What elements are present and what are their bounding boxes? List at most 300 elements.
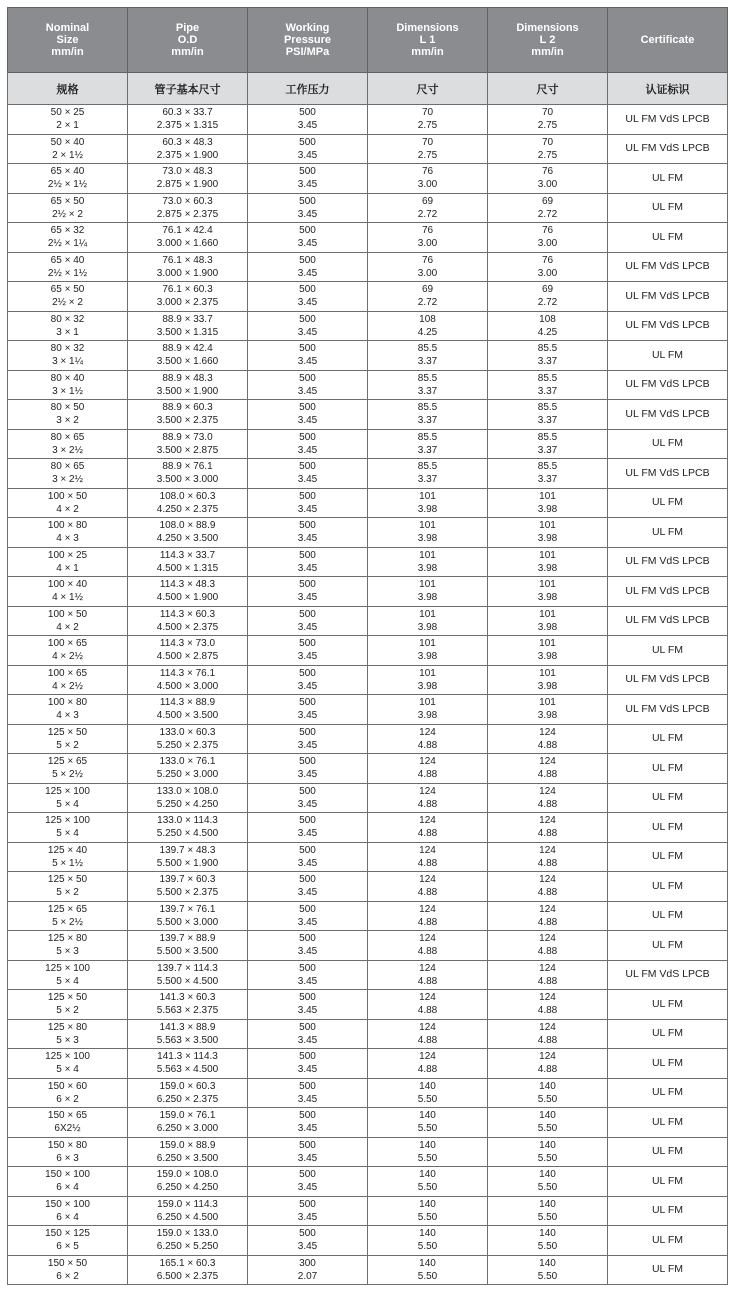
cell-dimension-l1 [368, 1167, 488, 1197]
cell-nominal-size [8, 193, 128, 223]
cell-dimension-l1-imperial: 3.37 [417, 385, 438, 397]
cell-working-pressure-metric: 500 [299, 579, 316, 591]
cell-dimension-l1 [368, 1019, 488, 1049]
cell-pipe-od-imperial: 4.500 × 1.315 [156, 562, 219, 574]
header-zh-dimension-l2: 尺寸 [488, 73, 608, 105]
cell-dimension-l2-imperial: 3.98 [537, 710, 558, 722]
table-row [8, 1137, 728, 1167]
cell-pipe-od-metric: 60.3 × 33.7 [162, 107, 213, 119]
cell-pipe-od [128, 813, 248, 843]
cell-nominal-size-imperial: 3 × 2½ [52, 444, 83, 456]
cell-pipe-od-imperial: 4.500 × 2.375 [156, 621, 219, 633]
cell-working-pressure [248, 518, 368, 548]
cell-dimension-l1-metric: 76 [421, 166, 434, 178]
cell-dimension-l1 [368, 311, 488, 341]
spec-sheet [7, 7, 727, 1285]
cell-pipe-od-imperial: 4.250 × 3.500 [156, 533, 219, 545]
cell-pipe-od [128, 1167, 248, 1197]
cell-nominal-size-metric: 80 × 50 [50, 402, 85, 414]
cell-pipe-od-imperial: 6.250 × 2.375 [156, 1093, 219, 1105]
cell-pipe-od-metric: 114.3 × 60.3 [159, 608, 216, 620]
cell-nominal-size [8, 931, 128, 961]
cell-nominal-size [8, 282, 128, 312]
table-row [8, 606, 728, 636]
cell-dimension-l1-metric: 140 [419, 1228, 436, 1240]
cell-dimension-l2 [488, 223, 608, 253]
cell-working-pressure-imperial: 3.45 [297, 267, 318, 279]
cell-pipe-od-imperial: 2.875 × 1.900 [156, 179, 219, 191]
cell-working-pressure-metric: 500 [299, 962, 316, 974]
cell-pipe-od [128, 282, 248, 312]
cell-dimension-l1-imperial: 3.98 [417, 533, 438, 545]
cell-working-pressure-imperial: 3.45 [297, 592, 318, 604]
cell-pipe-od-metric: 108.0 × 60.3 [159, 490, 216, 502]
cell-pipe-od-metric: 73.0 × 60.3 [162, 195, 213, 207]
cell-nominal-size [8, 1167, 128, 1197]
cell-working-pressure-imperial: 3.45 [297, 887, 318, 899]
cell-dimension-l2-imperial: 3.98 [537, 621, 558, 633]
cell-working-pressure-imperial: 3.45 [297, 769, 318, 781]
table-row [8, 636, 728, 666]
cell-dimension-l1-metric: 70 [421, 136, 434, 148]
cell-pipe-od [128, 252, 248, 282]
cell-dimension-l1-imperial: 5.50 [417, 1093, 438, 1105]
cell-dimension-l2-metric: 124 [539, 962, 556, 974]
cell-pipe-od-metric: 139.7 × 60.3 [159, 874, 216, 886]
cell-pipe-od-metric: 88.9 × 60.3 [162, 402, 213, 414]
cell-working-pressure-imperial: 3.45 [297, 297, 318, 309]
cell-pipe-od-metric: 141.3 × 60.3 [159, 992, 216, 1004]
cell-pipe-od [128, 311, 248, 341]
cell-dimension-l1-metric: 85.5 [417, 402, 438, 414]
cell-dimension-l2-metric: 70 [541, 136, 554, 148]
cell-working-pressure-metric: 500 [299, 1021, 316, 1033]
cell-dimension-l2-metric: 140 [539, 1228, 556, 1240]
cell-pipe-od-imperial: 5.250 × 2.375 [156, 739, 219, 751]
cell-nominal-size-metric: 150 × 100 [45, 1169, 90, 1181]
cell-dimension-l2-imperial: 4.88 [537, 916, 558, 928]
cell-nominal-size-imperial: 5 × 2 [56, 739, 79, 751]
cell-working-pressure-metric: 500 [299, 667, 316, 679]
cell-dimension-l1 [368, 429, 488, 459]
cell-working-pressure-metric: 500 [299, 284, 316, 296]
cell-dimension-l2-imperial: 5.50 [537, 1211, 558, 1223]
cell-dimension-l2-imperial: 3.37 [537, 356, 558, 368]
cell-dimension-l1-metric: 124 [419, 933, 436, 945]
cell-dimension-l1 [368, 931, 488, 961]
cell-dimension-l2-metric: 69 [541, 284, 554, 296]
cell-pipe-od-imperial: 3.500 × 2.375 [156, 415, 219, 427]
fitting-spec-table [7, 7, 728, 1285]
cell-nominal-size-imperial: 5 × 4 [56, 828, 79, 840]
cell-pipe-od [128, 872, 248, 902]
cell-dimension-l2-metric: 85.5 [537, 431, 558, 443]
cell-working-pressure [248, 931, 368, 961]
cell-dimension-l1 [368, 134, 488, 164]
cell-working-pressure-imperial: 3.45 [297, 857, 318, 869]
cell-dimension-l1-metric: 85.5 [417, 343, 438, 355]
cell-certificate: UL FM VdS LPCB [608, 665, 728, 695]
cell-working-pressure-metric: 500 [299, 372, 316, 384]
cell-working-pressure-metric: 500 [299, 903, 316, 915]
cell-dimension-l2-metric: 101 [539, 579, 556, 591]
cell-dimension-l1-metric: 108 [419, 313, 436, 325]
cell-working-pressure-metric: 500 [299, 136, 316, 148]
cell-working-pressure [248, 665, 368, 695]
cell-dimension-l2-imperial: 4.25 [537, 326, 558, 338]
cell-dimension-l2-imperial: 3.00 [537, 267, 558, 279]
cell-certificate: UL FM [608, 636, 728, 666]
cell-working-pressure [248, 990, 368, 1020]
cell-pipe-od-metric: 76.1 × 42.4 [162, 225, 213, 237]
cell-working-pressure [248, 105, 368, 135]
cell-working-pressure [248, 1196, 368, 1226]
cell-dimension-l1-imperial: 4.88 [417, 946, 438, 958]
cell-nominal-size-metric: 100 × 65 [47, 638, 88, 650]
cell-pipe-od-imperial: 5.500 × 3.500 [156, 946, 219, 958]
cell-nominal-size [8, 1108, 128, 1138]
cell-dimension-l2-metric: 76 [541, 225, 554, 237]
cell-dimension-l2 [488, 282, 608, 312]
cell-pipe-od [128, 842, 248, 872]
cell-dimension-l1-imperial: 2.72 [417, 297, 438, 309]
cell-dimension-l1-metric: 124 [419, 1051, 436, 1063]
cell-certificate: UL FM VdS LPCB [608, 252, 728, 282]
cell-working-pressure-imperial: 3.45 [297, 710, 318, 722]
cell-nominal-size-metric: 50 × 25 [50, 107, 85, 119]
cell-nominal-size-metric: 50 × 40 [50, 136, 85, 148]
cell-dimension-l2-imperial: 4.88 [537, 887, 558, 899]
cell-nominal-size-metric: 65 × 40 [50, 254, 85, 266]
cell-nominal-size-imperial: 5 × 3 [56, 1034, 79, 1046]
cell-working-pressure [248, 282, 368, 312]
cell-dimension-l1-imperial: 4.88 [417, 887, 438, 899]
cell-dimension-l2-metric: 124 [539, 874, 556, 886]
cell-dimension-l2 [488, 606, 608, 636]
cell-nominal-size [8, 1196, 128, 1226]
cell-dimension-l1-imperial: 4.88 [417, 857, 438, 869]
cell-dimension-l1-metric: 124 [419, 756, 436, 768]
cell-nominal-size-metric: 150 × 50 [47, 1257, 88, 1269]
cell-dimension-l2-metric: 85.5 [537, 343, 558, 355]
cell-nominal-size-imperial: 2½ × 1¼ [47, 238, 88, 250]
cell-pipe-od-metric: 108.0 × 88.9 [159, 520, 216, 532]
cell-dimension-l2-metric: 140 [539, 1169, 556, 1181]
cell-certificate: UL FM [608, 1078, 728, 1108]
cell-dimension-l1-metric: 140 [419, 1110, 436, 1122]
cell-dimension-l2-metric: 101 [539, 490, 556, 502]
cell-working-pressure [248, 1226, 368, 1256]
cell-dimension-l2-metric: 70 [541, 107, 554, 119]
cell-dimension-l1-imperial: 3.98 [417, 562, 438, 574]
cell-pipe-od [128, 1137, 248, 1167]
cell-dimension-l1-imperial: 5.50 [417, 1182, 438, 1194]
cell-nominal-size-metric: 150 × 100 [45, 1198, 90, 1210]
cell-dimension-l1 [368, 252, 488, 282]
cell-working-pressure-metric: 500 [299, 1228, 316, 1240]
cell-pipe-od-metric: 76.1 × 60.3 [162, 284, 213, 296]
cell-pipe-od [128, 754, 248, 784]
cell-pipe-od-imperial: 4.500 × 2.875 [156, 651, 219, 663]
cell-working-pressure-metric: 500 [299, 992, 316, 1004]
cell-dimension-l1-imperial: 3.98 [417, 680, 438, 692]
cell-nominal-size-metric: 80 × 32 [50, 313, 85, 325]
cell-dimension-l1-imperial: 4.88 [417, 975, 438, 987]
cell-dimension-l2-metric: 124 [539, 844, 556, 856]
cell-dimension-l1-imperial: 2.72 [417, 208, 438, 220]
cell-working-pressure-metric: 500 [299, 756, 316, 768]
cell-nominal-size-imperial: 4 × 3 [56, 710, 79, 722]
table-row [8, 990, 728, 1020]
table-row [8, 783, 728, 813]
cell-pipe-od-metric: 141.3 × 88.9 [159, 1021, 216, 1033]
cell-dimension-l1-metric: 140 [419, 1198, 436, 1210]
cell-pipe-od-metric: 139.7 × 114.3 [157, 962, 218, 974]
cell-nominal-size-metric: 100 × 50 [47, 490, 88, 502]
cell-dimension-l2-imperial: 3.98 [537, 562, 558, 574]
cell-dimension-l2 [488, 252, 608, 282]
cell-nominal-size-imperial: 2½ × 1½ [47, 267, 88, 279]
cell-pipe-od-imperial: 3.500 × 3.000 [156, 474, 219, 486]
cell-dimension-l2-imperial: 3.98 [537, 680, 558, 692]
cell-nominal-size-metric: 80 × 40 [50, 372, 85, 384]
cell-certificate: UL FM [608, 193, 728, 223]
cell-working-pressure [248, 311, 368, 341]
cell-dimension-l1 [368, 400, 488, 430]
cell-dimension-l1-metric: 85.5 [417, 372, 438, 384]
cell-nominal-size-imperial: 6 × 2 [56, 1270, 79, 1282]
cell-pipe-od [128, 223, 248, 253]
cell-working-pressure-imperial: 3.45 [297, 120, 318, 132]
cell-nominal-size-metric: 125 × 65 [47, 903, 88, 915]
cell-certificate: UL FM [608, 813, 728, 843]
cell-dimension-l1-metric: 124 [419, 992, 436, 1004]
cell-nominal-size [8, 606, 128, 636]
cell-dimension-l2 [488, 400, 608, 430]
header-zh-certificate: 认证标识 [608, 73, 728, 105]
cell-pipe-od [128, 990, 248, 1020]
cell-nominal-size-metric: 65 × 40 [50, 166, 85, 178]
cell-nominal-size-imperial: 5 × 2½ [52, 916, 83, 928]
cell-pipe-od [128, 1108, 248, 1138]
cell-working-pressure [248, 636, 368, 666]
cell-pipe-od-imperial: 5.500 × 2.375 [156, 887, 219, 899]
cell-dimension-l1 [368, 282, 488, 312]
cell-dimension-l1-imperial: 3.00 [417, 179, 438, 191]
cell-nominal-size-imperial: 4 × 2½ [52, 651, 83, 663]
table-row [8, 754, 728, 784]
cell-working-pressure [248, 193, 368, 223]
cell-dimension-l1-metric: 69 [421, 284, 434, 296]
table-row [8, 695, 728, 725]
cell-working-pressure [248, 813, 368, 843]
cell-dimension-l1-metric: 140 [419, 1257, 436, 1269]
cell-dimension-l2 [488, 1167, 608, 1197]
cell-nominal-size [8, 754, 128, 784]
cell-nominal-size-imperial: 2½ × 1½ [47, 179, 88, 191]
cell-dimension-l1 [368, 193, 488, 223]
cell-dimension-l2 [488, 842, 608, 872]
cell-certificate: UL FM [608, 783, 728, 813]
cell-working-pressure [248, 459, 368, 489]
cell-dimension-l2-imperial: 3.00 [537, 179, 558, 191]
cell-dimension-l2-imperial: 3.98 [537, 592, 558, 604]
cell-working-pressure [248, 842, 368, 872]
cell-pipe-od-imperial: 3.500 × 1.315 [156, 326, 219, 338]
header-dimension-l1-line: mm/in [411, 46, 444, 58]
cell-certificate: UL FM VdS LPCB [608, 695, 728, 725]
table-row [8, 813, 728, 843]
cell-working-pressure [248, 724, 368, 754]
cell-dimension-l1 [368, 872, 488, 902]
cell-dimension-l2-metric: 140 [539, 1257, 556, 1269]
cell-working-pressure-metric: 500 [299, 1110, 316, 1122]
cell-nominal-size-imperial: 4 × 2 [56, 503, 79, 515]
cell-dimension-l2 [488, 193, 608, 223]
cell-certificate: UL FM [608, 842, 728, 872]
cell-nominal-size [8, 223, 128, 253]
cell-dimension-l1-metric: 101 [419, 549, 436, 561]
cell-nominal-size-imperial: 2 × 1 [56, 120, 79, 132]
header-dimension-l2 [488, 8, 608, 73]
cell-dimension-l1-metric: 124 [419, 962, 436, 974]
header-dimension-l1-line: L 1 [419, 34, 436, 46]
cell-nominal-size-metric: 125 × 100 [45, 962, 90, 974]
cell-dimension-l1-metric: 76 [421, 254, 434, 266]
cell-certificate: UL FM [608, 990, 728, 1020]
cell-nominal-size [8, 783, 128, 813]
cell-pipe-od-metric: 114.3 × 73.0 [159, 638, 216, 650]
cell-working-pressure [248, 754, 368, 784]
cell-dimension-l1 [368, 223, 488, 253]
cell-dimension-l2-imperial: 4.88 [537, 739, 558, 751]
cell-working-pressure-metric: 500 [299, 254, 316, 266]
cell-working-pressure-metric: 500 [299, 1198, 316, 1210]
cell-working-pressure-imperial: 3.45 [297, 798, 318, 810]
cell-nominal-size [8, 813, 128, 843]
cell-pipe-od-metric: 133.0 × 114.3 [157, 815, 218, 827]
cell-dimension-l1-metric: 69 [421, 195, 434, 207]
cell-dimension-l2-metric: 101 [539, 667, 556, 679]
cell-dimension-l1 [368, 960, 488, 990]
cell-working-pressure [248, 1108, 368, 1138]
cell-dimension-l1-imperial: 2.75 [417, 120, 438, 132]
cell-dimension-l1-metric: 76 [421, 225, 434, 237]
cell-dimension-l2-metric: 124 [539, 1051, 556, 1063]
cell-dimension-l2-metric: 124 [539, 815, 556, 827]
cell-pipe-od-imperial: 4.500 × 3.500 [156, 710, 219, 722]
cell-pipe-od [128, 1019, 248, 1049]
cell-pipe-od-metric: 88.9 × 33.7 [162, 313, 213, 325]
cell-working-pressure-metric: 500 [299, 933, 316, 945]
header-nominal-size [8, 8, 128, 73]
cell-dimension-l2-imperial: 2.72 [537, 208, 558, 220]
cell-dimension-l2-imperial: 3.98 [537, 503, 558, 515]
table-row [8, 931, 728, 961]
cell-certificate: UL FM [608, 1167, 728, 1197]
cell-dimension-l1 [368, 990, 488, 1020]
cell-dimension-l2-imperial: 5.50 [537, 1241, 558, 1253]
cell-pipe-od [128, 193, 248, 223]
cell-working-pressure [248, 341, 368, 371]
cell-working-pressure-imperial: 3.45 [297, 1034, 318, 1046]
cell-working-pressure [248, 1255, 368, 1285]
cell-dimension-l2 [488, 488, 608, 518]
cell-dimension-l2-imperial: 4.88 [537, 975, 558, 987]
cell-dimension-l1-imperial: 5.50 [417, 1152, 438, 1164]
cell-nominal-size-imperial: 5 × 4 [56, 975, 79, 987]
cell-pipe-od-metric: 88.9 × 48.3 [162, 372, 213, 384]
cell-working-pressure [248, 252, 368, 282]
cell-dimension-l2-imperial: 5.50 [537, 1152, 558, 1164]
cell-dimension-l2 [488, 1137, 608, 1167]
cell-dimension-l2-imperial: 5.50 [537, 1093, 558, 1105]
cell-dimension-l1-imperial: 3.37 [417, 444, 438, 456]
cell-dimension-l1 [368, 636, 488, 666]
cell-dimension-l2-imperial: 4.88 [537, 1005, 558, 1017]
cell-working-pressure [248, 1078, 368, 1108]
cell-certificate: UL FM [608, 724, 728, 754]
table-row [8, 1049, 728, 1079]
header-dimension-l2-line: L 2 [539, 34, 556, 46]
cell-nominal-size [8, 960, 128, 990]
cell-pipe-od [128, 1226, 248, 1256]
cell-nominal-size [8, 311, 128, 341]
cell-pipe-od [128, 695, 248, 725]
cell-nominal-size-imperial: 2½ × 2 [52, 208, 83, 220]
cell-nominal-size-imperial: 3 × 1¼ [52, 356, 83, 368]
cell-dimension-l1 [368, 842, 488, 872]
cell-certificate: UL FM [608, 1255, 728, 1285]
cell-certificate: UL FM [608, 901, 728, 931]
cell-working-pressure-imperial: 3.45 [297, 474, 318, 486]
cell-dimension-l1-metric: 70 [421, 107, 434, 119]
cell-nominal-size [8, 665, 128, 695]
cell-pipe-od-metric: 139.7 × 88.9 [159, 933, 216, 945]
cell-dimension-l1 [368, 577, 488, 607]
cell-nominal-size-metric: 150 × 65 [47, 1110, 88, 1122]
cell-nominal-size-imperial: 5 × 2 [56, 887, 79, 899]
header-nominal-size-line: Size [56, 34, 79, 46]
cell-dimension-l2-metric: 108 [539, 313, 556, 325]
cell-nominal-size [8, 1137, 128, 1167]
cell-dimension-l1-imperial: 3.98 [417, 592, 438, 604]
cell-dimension-l1-metric: 124 [419, 785, 436, 797]
cell-pipe-od-metric: 76.1 × 48.3 [162, 254, 213, 266]
cell-pipe-od-metric: 114.3 × 76.1 [159, 667, 216, 679]
cell-nominal-size [8, 164, 128, 194]
cell-nominal-size-imperial: 4 × 1 [56, 562, 79, 574]
cell-dimension-l2-metric: 140 [539, 1110, 556, 1122]
cell-dimension-l2-imperial: 3.00 [537, 238, 558, 250]
cell-working-pressure-imperial: 3.45 [297, 503, 318, 515]
table-row [8, 1108, 728, 1138]
cell-working-pressure-metric: 500 [299, 107, 316, 119]
cell-nominal-size-imperial: 3 × 2 [56, 415, 79, 427]
cell-pipe-od [128, 636, 248, 666]
cell-certificate: UL FM [608, 754, 728, 784]
cell-dimension-l1-imperial: 3.00 [417, 238, 438, 250]
cell-dimension-l2 [488, 990, 608, 1020]
cell-dimension-l1-imperial: 5.50 [417, 1241, 438, 1253]
cell-dimension-l1 [368, 1078, 488, 1108]
cell-dimension-l2 [488, 1019, 608, 1049]
cell-nominal-size-metric: 150 × 80 [47, 1139, 88, 1151]
table-row [8, 370, 728, 400]
cell-nominal-size-metric: 100 × 25 [47, 549, 88, 561]
cell-working-pressure-imperial: 3.45 [297, 916, 318, 928]
cell-dimension-l2-imperial: 3.37 [537, 385, 558, 397]
